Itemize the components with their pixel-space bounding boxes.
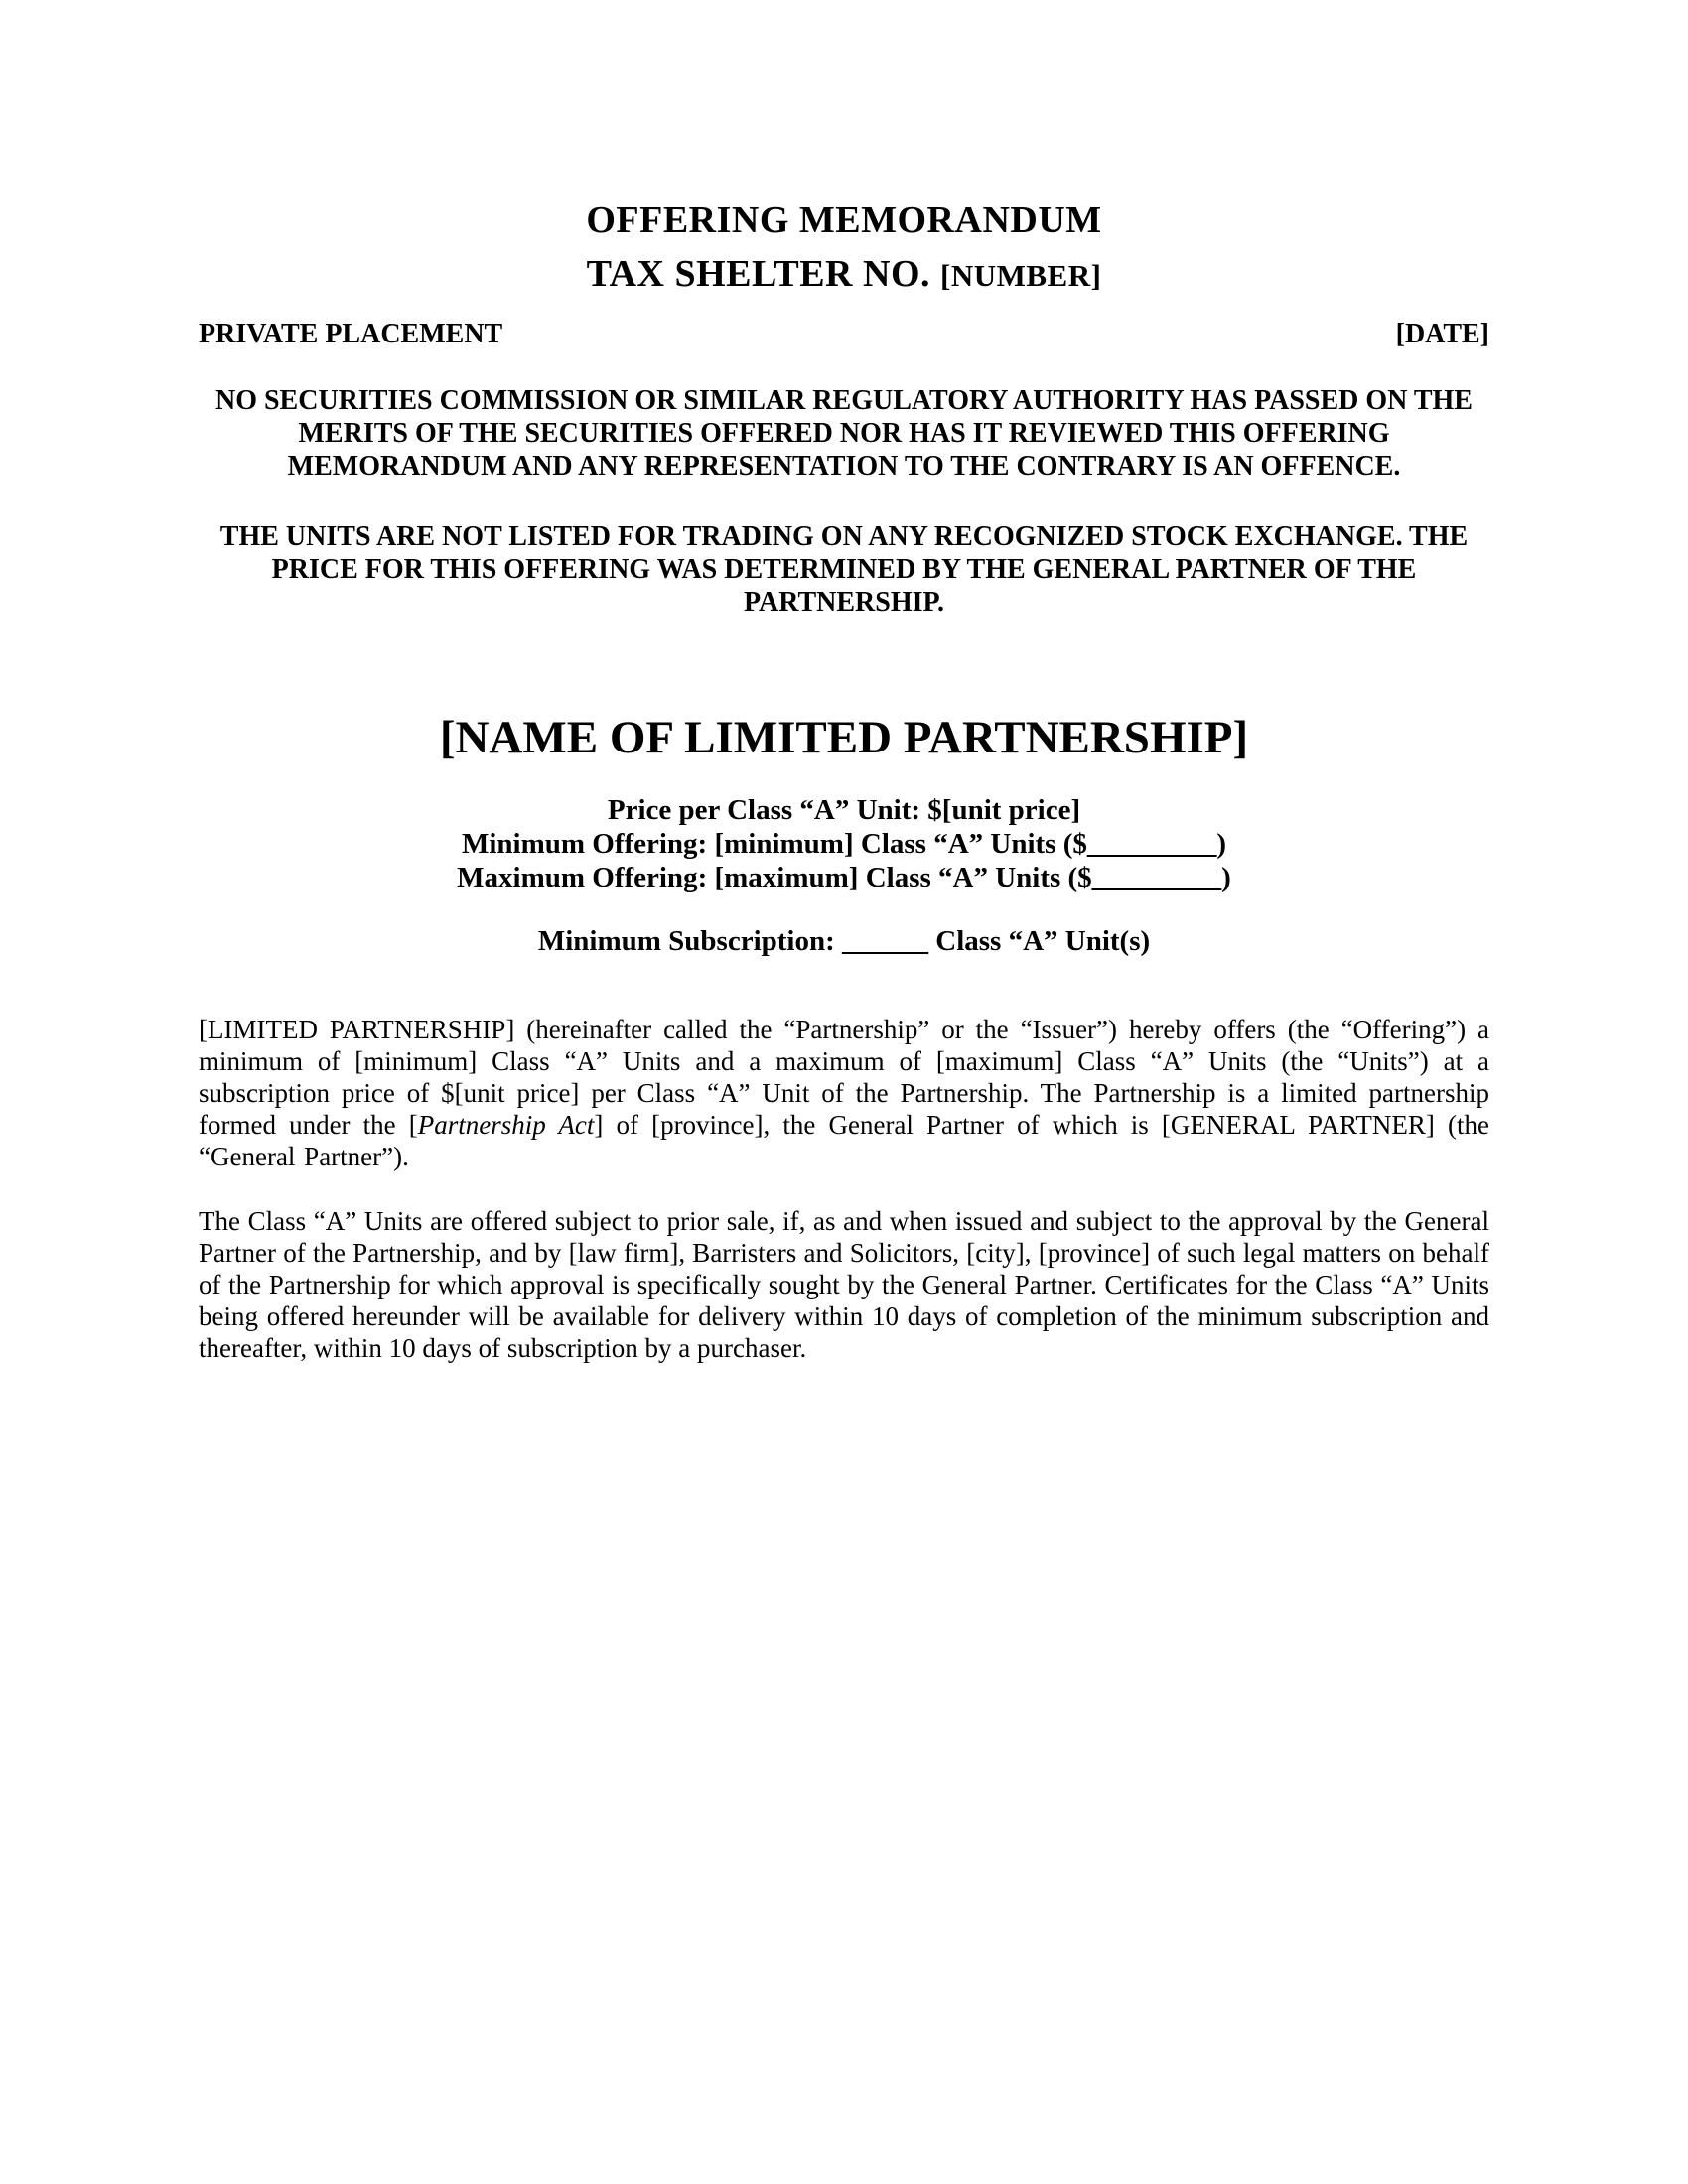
meta-row (199, 318, 1489, 350)
approval-and-delivery-paragraph: The Class “A” Units are offered subject to prior sale, if, as and when issued and subject to the approval by the General Partner of the Partnership, and by [law firm], Barristers and Solicitors, [city], [province] of such legal matters on behalf of the Partnership for which approval is specifically sought by the General Partner. Certificates for the Class “A” Units being offered hereunder will be available for delivery within 10 days of completion of the minimum subscription and thereafter, within 10 days of subscription by a purchaser. (199, 1206, 1489, 1363)
securities-commission-notice: NO SECURITIES COMMISSION OR SIMILAR REGULATORY AUTHORITY HAS PASSED ON THE MERITS OF THE SECURITIES OFFERED NOR HAS IT REVIEWED THIS OFFERING MEMORANDUM AND ANY REPRESENTATION TO THE CONTRARY IS AN OFFENCE. (214, 385, 1473, 481)
offering-description-text-start: [LIMITED PARTNERSHIP] (hereinafter called the “Partnership” or the “Issuer”) hereby offers (the “Offering”) a minimum of [minimum] Class “A” Units and a maximum of [maximum] Class “A” Units (the “Units”) at a subscription price of $[unit price] per Class “A” Unit of the Partnership. The Partnership is a limited partnership formed under the [ (199, 1015, 1489, 1140)
tax-shelter-label: TAX SHELTER NO. (586, 253, 941, 295)
tax-shelter-line (199, 252, 1489, 298)
document-content (0, 199, 1688, 1364)
price-per-unit-line: Price per Class “A” Unit: $[unit price] (607, 794, 1081, 826)
partnership-act-italic: Partnership Act (417, 1110, 595, 1140)
offering-description-text-end: ] of [province], the General Partner of which is [GENERAL PARTNER] (the “General Partner”). (199, 1110, 1490, 1171)
tax-shelter-number-placeholder: [NUMBER] (940, 258, 1102, 293)
partnership-name-title: [NAME OF LIMITED PARTNERSHIP] (439, 712, 1249, 763)
placement-type-label: PRIVATE PLACEMENT (199, 319, 503, 349)
date-placeholder: [DATE] (1395, 319, 1489, 349)
document-title: OFFERING MEMORANDUM (586, 200, 1102, 241)
maximum-offering-line: Maximum Offering: [maximum] Class “A” Units ($_________) (457, 862, 1231, 893)
minimum-offering-line: Minimum Offering: [minimum] Class “A” Units ($_________) (461, 828, 1227, 860)
minimum-subscription-line: Minimum Subscription: ______ Class “A” Unit(s) (537, 925, 1151, 957)
offering-description-paragraph (199, 1014, 1489, 1172)
not-listed-notice: THE UNITS ARE NOT LISTED FOR TRADING ON ANY RECOGNIZED STOCK EXCHANGE. THE PRICE FOR THIS OFFERING WAS DETERMINED BY THE GENERAL PARTNER OF THE PARTNERSHIP. (219, 521, 1469, 617)
offering-terms (199, 793, 1489, 894)
